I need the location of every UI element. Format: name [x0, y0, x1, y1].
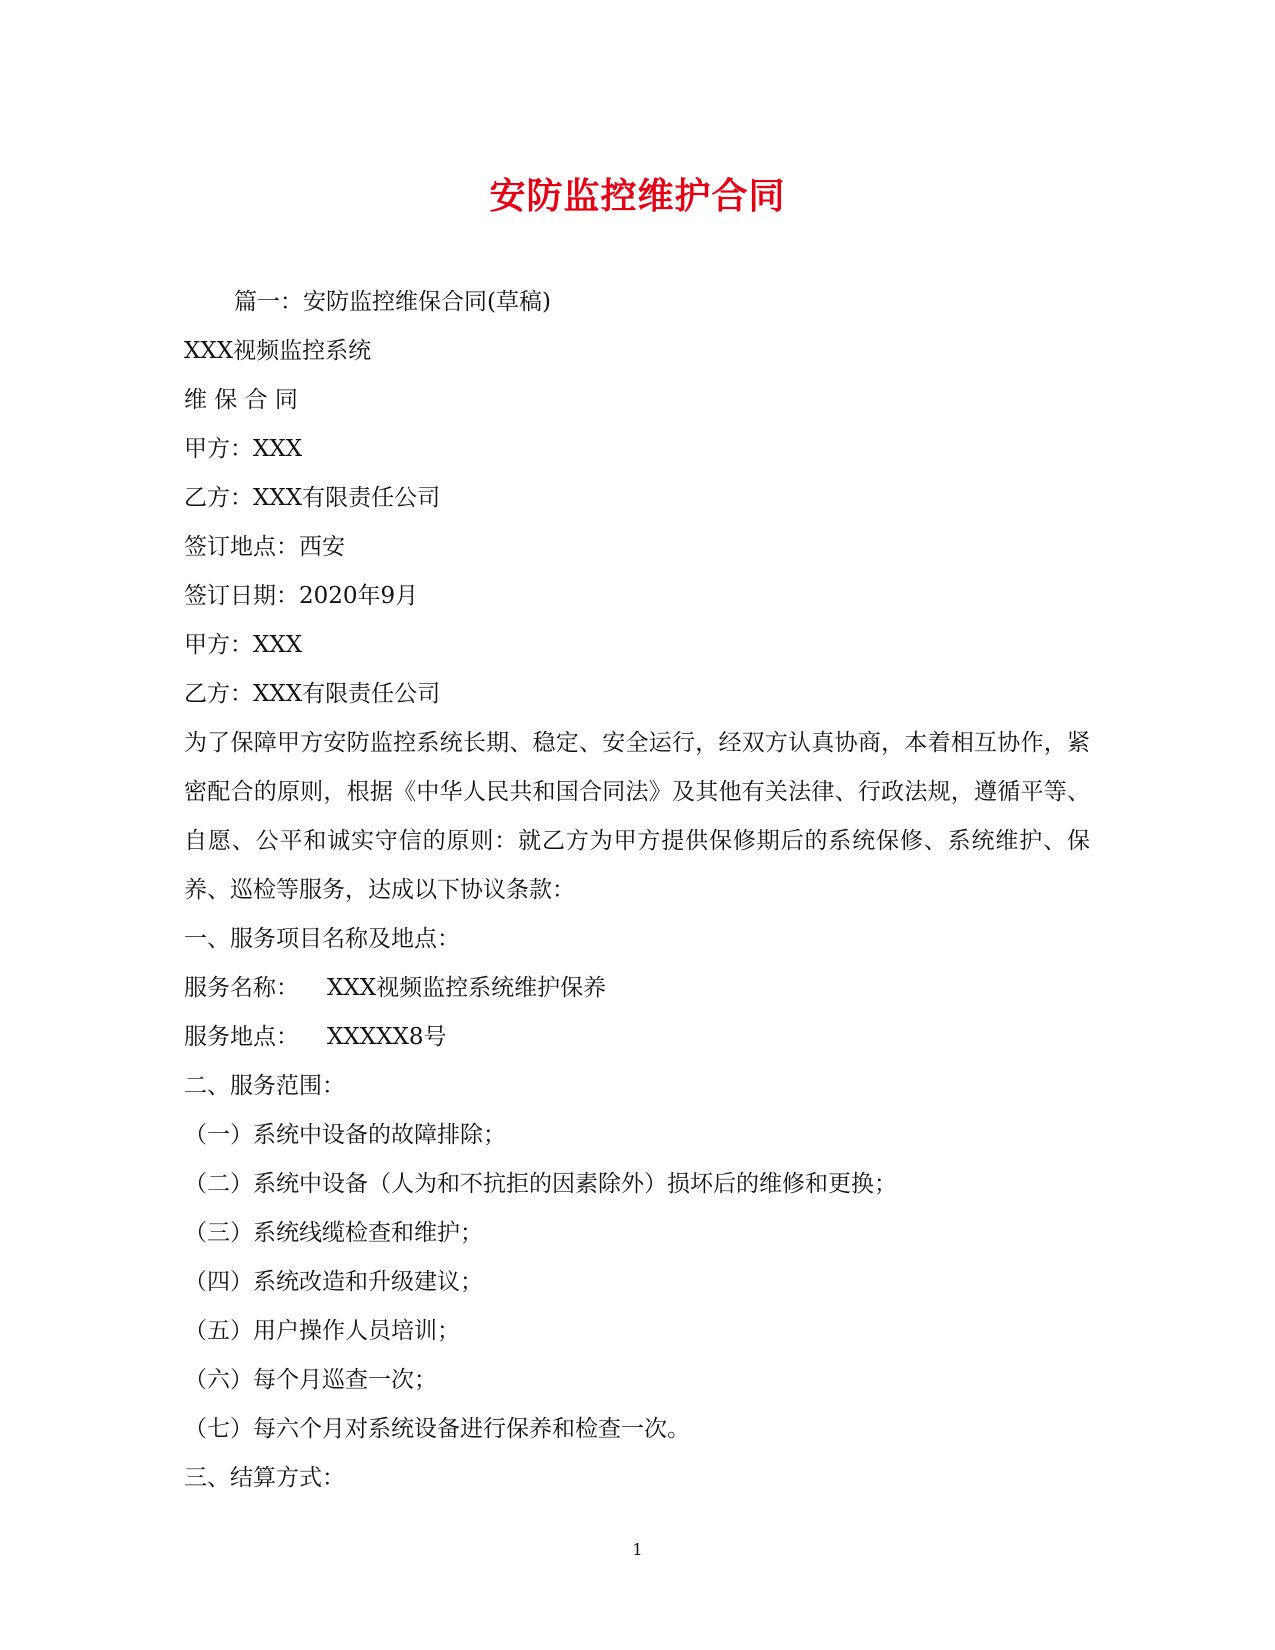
scope-item: （七）每六个月对系统设备进行保养和检查一次。 — [184, 1416, 690, 1442]
chapter-heading: 篇一：安防监控维保合同(草稿) — [234, 289, 551, 315]
document-title: 安防监控维护合同 — [489, 175, 786, 217]
section-2-heading: 二、服务范围： — [184, 1073, 345, 1099]
section-3-heading: 三、结算方式： — [184, 1465, 345, 1491]
section-1-heading: 一、服务项目名称及地点： — [184, 926, 460, 952]
service-place-label: 服务地点： — [184, 1024, 299, 1050]
system-name: XXX视频监控系统 — [184, 338, 372, 364]
service-name-line — [184, 964, 1090, 1013]
scope-item: （六）每个月巡查一次； — [184, 1367, 437, 1393]
scope-item: （一）系统中设备的故障排除； — [184, 1122, 506, 1148]
service-place-line — [184, 1013, 1090, 1062]
service-place-value: XXXXX8号 — [327, 1024, 447, 1050]
service-name-label: 服务名称： — [184, 975, 299, 1001]
scope-item: （二）系统中设备（人为和不抗拒的因素除外）损坏后的维修和更换； — [184, 1171, 897, 1197]
scope-item: （四）系统改造和升级建议； — [184, 1269, 483, 1295]
party-b-line-2: 乙方：XXX有限责任公司 — [184, 681, 441, 707]
party-b-line: 乙方：XXX有限责任公司 — [184, 485, 441, 511]
contract-label: 维 保 合 同 — [184, 387, 298, 413]
party-a-line: 甲方：XXX — [184, 436, 303, 462]
party-a-line-2: 甲方：XXX — [184, 632, 303, 658]
document-body — [184, 278, 1090, 1503]
page-number: 1 — [632, 1540, 643, 1559]
service-name-value: XXX视频监控系统维护保养 — [327, 975, 607, 1001]
scope-item: （五）用户操作人员培训； — [184, 1318, 460, 1344]
scope-item: （三）系统线缆检查和维护； — [184, 1220, 483, 1246]
preamble-paragraph: 为了保障甲方安防监控系统长期、稳定、安全运行，经双方认真协商，本着相互协作，紧密配合的原则，根据《中华人民共和国合同法》及其他有关法律、行政法规，遵循平等、自愿、公平和诚实守信的原则：就乙方为甲方提供保修期后的系统保修、系统维护、保养、巡检等服务，达成以下协议条款： — [184, 730, 1090, 903]
sign-place-line: 签订地点：西安 — [184, 534, 345, 560]
sign-date-line: 签订日期：2020年9月 — [184, 583, 419, 609]
